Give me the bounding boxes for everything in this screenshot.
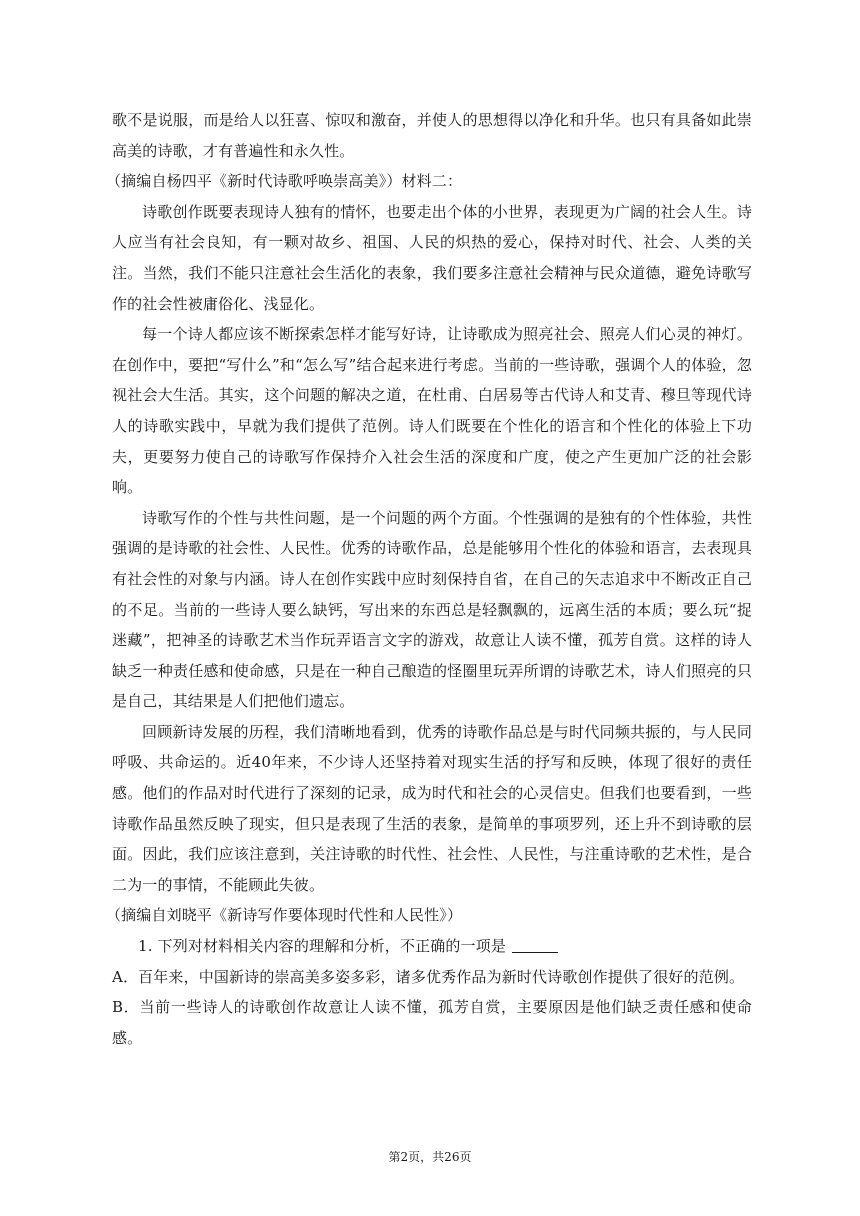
question-stem xyxy=(138,931,752,962)
paragraph: 诗歌创作既要表现诗人独有的情怀，也要走出个体的小世界，表现更为广阔的社会人生。诗人应当有社会良知，有一颗对故乡、祖国、人民的炽热的爱心，保持对时代、社会、人类的关注。当然，我们不能只注意社会生活化的表象，我们要多注意社会精神与民众道德，避免诗歌写作的社会性被庸俗化、浅显化。 xyxy=(112,202,752,313)
paragraph: 诗歌写作的个性与共性问题，是一个问题的两个方面。个性强调的是独有的个性体验，共性强调的是诗歌的社会性、人民性。优秀的诗歌作品，总是能够用个性化的体验和语言，去表现具有社会性的对象与内涵。诗人在创作实践中应时刻保持自省，在自己的矢志追求中不断改正自己的不足。当前的一些诗人要么缺钙，写出来的东西总是轻飘飘的，远离生活的本质；要么玩“捉迷藏”，把神圣的诗歌艺术当作玩弄语言文字的游戏，故意让人读不懂，孤芳自赏。这样的诗人缺乏一种责任感和使命感，只是在一种自己酿造的怪圈里玩弄所谓的诗歌艺术，诗人们照亮的只是自己，其结果是人们把他们遗忘。 xyxy=(112,508,752,711)
option-b: B．当前一些诗人的诗歌创作故意让人读不懂，孤芳自赏，主要原因是他们缺乏责任感和使命感。 xyxy=(112,998,752,1047)
paragraph: 每一个诗人都应该不断探索怎样才能写好诗，让诗歌成为照亮社会、照亮人们心灵的神灯。在创作中，要把“写什么”和“怎么写”结合起来进行考虑。当前的一些诗歌，强调个人的体验，忽视社会大生活。其实，这个问题的解决之道，在杜甫、白居易等古代诗人和艾青、穆旦等现代诗人的诗歌实践中，早就为我们提供了范例。诗人们既要在个性化的语言和个性化的体验上下功夫，更要努力使自己的诗歌写作保持介入社会生活的深度和广度，使之产生更加广泛的社会影响。 xyxy=(112,325,752,497)
option-a: A．百年来，中国新诗的崇高美多姿多彩，诸多优秀作品为新时代诗歌创作提供了很好的范例。 xyxy=(112,967,745,986)
source-citation-1: （摘编自杨四平《新时代诗歌呼唤崇高美》）材料二： xyxy=(106,172,463,191)
paragraph-continuation: 歌不是说服，而是给人以狂喜、惊叹和激奋，并使人的思想得以净化和升华。也只有具备如此崇高美的诗歌，才有普遍性和永久性。 xyxy=(112,111,752,160)
paragraph: 回顾新诗发展的历程，我们清晰地看到，优秀的诗歌作品总是与时代同频共振的，与人民同呼吸、共命运的。近40年来，不少诗人还坚持着对现实生活的抒写和反映，体现了很好的责任感。他们的作品对时代进行了深刻的记录，成为时代和社会的心灵信史。但我们也要看到，一些诗歌作品虽然反映了现实，但只是表现了生活的表象，是简单的事项罗列，还上升不到诗歌的层面。因此，我们应该注意到，关注诗歌的时代性、社会性、人民性，与注重诗歌的艺术性，是合二为一的事情，不能顾此失彼。 xyxy=(112,722,752,894)
answer-blank[interactable] xyxy=(512,936,558,953)
question-number: 1. xyxy=(138,937,153,956)
source-citation-2: （摘编自刘晓平《新诗写作要体现时代性和人民性》） xyxy=(106,906,463,925)
page-footer: 第2页，共26页 xyxy=(388,1150,472,1164)
document-body xyxy=(106,105,752,1053)
question-text: 下列对材料相关内容的理解和分析，不正确的一项是 xyxy=(157,937,506,956)
